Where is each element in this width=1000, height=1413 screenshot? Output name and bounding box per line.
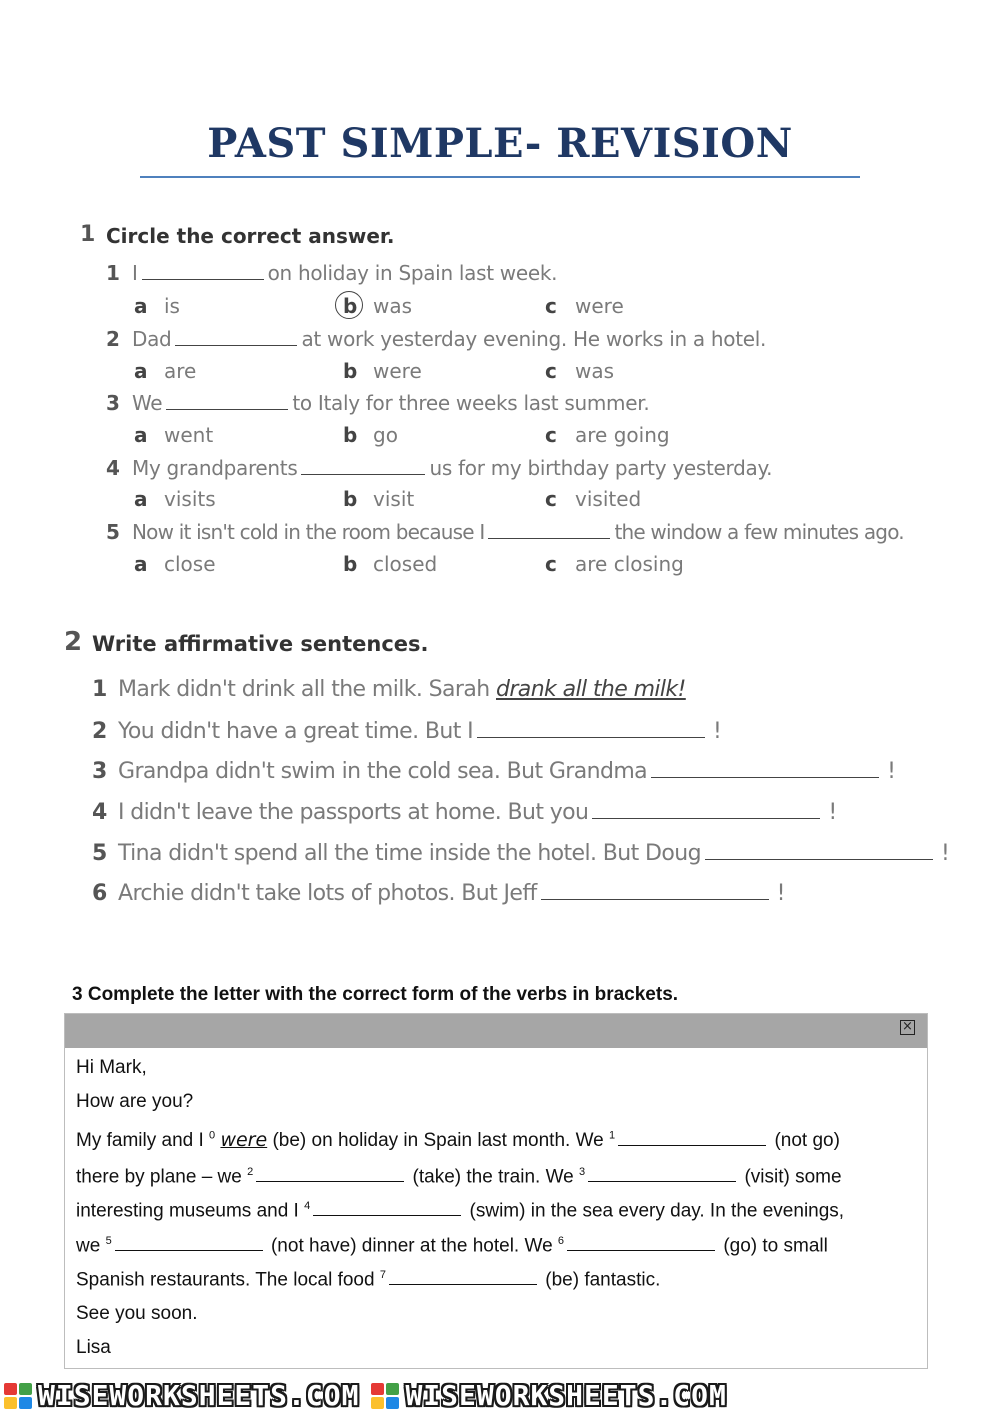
option-2c[interactable]: c was [545, 359, 615, 383]
logo-icon [4, 1383, 32, 1409]
brand-text: WISEWORKSHEETS.COM [405, 1379, 727, 1412]
title-divider [140, 176, 860, 178]
example-answer: were [220, 1129, 268, 1151]
close-icon[interactable]: × [900, 1020, 915, 1035]
option-4a[interactable]: a visits [134, 487, 216, 511]
sentence-3: 3 Grandpa didn't swim in the cold sea. But Grandma ! [92, 759, 896, 784]
logo-tile [4, 1383, 17, 1395]
sentence-2: 2 You didn't have a great time. But I ! [92, 719, 722, 744]
brand-logo [371, 1379, 726, 1412]
answer-blank[interactable] [477, 718, 705, 738]
answer-blank[interactable] [142, 260, 264, 280]
letter-line: there by plane – we $^2$ (take) the train. We $^3$ (visit) some [76, 1166, 842, 1188]
logo-tile [371, 1383, 384, 1395]
gap-6[interactable] [567, 1235, 715, 1251]
answer-blank[interactable] [592, 799, 820, 819]
letter-signature: Lisa [76, 1337, 111, 1358]
option-5c[interactable]: c are closing [545, 552, 684, 576]
sentence-4: 4 I didn't leave the passports at home. But you ! [92, 800, 837, 825]
gap-5[interactable] [115, 1235, 263, 1251]
letter-line: Spanish restaurants. The local food $^7$ (be) fantastic. [76, 1269, 661, 1291]
letter-panel [64, 1013, 928, 1369]
section-2-number: 2 [64, 627, 83, 657]
answer-blank[interactable] [166, 390, 288, 410]
sentence-6: 6 Archie didn't take lots of photos. But Jeff ! [92, 881, 785, 906]
option-5b[interactable]: b closed [343, 552, 438, 576]
gap-4[interactable] [313, 1200, 461, 1216]
answer-blank[interactable] [175, 326, 297, 346]
section-1-heading: Circle the correct answer. [106, 224, 395, 248]
answer-blank[interactable] [705, 840, 933, 860]
letter-greeting: Hi Mark, [76, 1057, 147, 1078]
logo-tile [371, 1397, 384, 1409]
sentence-5: 5 Tina didn't spend all the time inside the hotel. But Doug ! [92, 841, 950, 866]
option-1b[interactable]: b was [343, 294, 413, 318]
option-3a[interactable]: a went [134, 423, 214, 447]
letter-line: we $^5$ (not have) dinner at the hotel. We $^6$ (go) to small [76, 1235, 828, 1257]
section-2-heading: Write affirmative sentences. [92, 632, 429, 656]
sentence-1: 1 Mark didn't drink all the milk. Sarah drank all the milk! [92, 677, 686, 702]
question-2: 2 Dad at work yesterday evening. He works in a hotel. [106, 327, 767, 351]
logo-tile [19, 1383, 32, 1395]
footer-watermark [0, 1378, 1000, 1413]
option-3c[interactable]: c are going [545, 423, 670, 447]
answer-blank[interactable] [651, 758, 879, 778]
letter-line: interesting museums and I $^4$ (swim) in the sea every day. In the evenings, [76, 1200, 845, 1222]
option-4c[interactable]: c visited [545, 487, 642, 511]
option-2a[interactable]: a are [134, 359, 197, 383]
section-3-heading: 3 Complete the letter with the correct form of the verbs in brackets. [72, 984, 679, 1005]
question-5: 5 Now it isn't cold in the room because I the window a few minutes ago. [106, 520, 904, 544]
logo-tile [386, 1383, 399, 1395]
brand-logo [4, 1379, 359, 1412]
logo-tile [19, 1397, 32, 1409]
option-3b[interactable]: b go [343, 423, 398, 447]
answer-blank[interactable] [541, 880, 769, 900]
letter-line: How are you? [76, 1091, 194, 1112]
answer-blank[interactable] [488, 519, 610, 539]
question-1: 1 I on holiday in Spain last week. [106, 261, 558, 285]
gap-1[interactable] [618, 1130, 766, 1146]
answer-blank[interactable] [301, 455, 425, 475]
gap-2[interactable] [256, 1166, 404, 1182]
example-answer: drank all the milk! [496, 677, 686, 702]
brand-text: WISEWORKSHEETS.COM [38, 1379, 360, 1412]
option-2b[interactable]: b were [343, 359, 422, 383]
letter-header-bar [65, 1014, 927, 1048]
section-1-number: 1 [80, 222, 96, 247]
gap-7[interactable] [389, 1269, 537, 1285]
option-4b[interactable]: b visit [343, 487, 415, 511]
option-1c[interactable]: c were [545, 294, 624, 318]
question-3: 3 We to Italy for three weeks last summer. [106, 391, 650, 415]
page-title: PAST SIMPLE- REVISION [207, 120, 793, 167]
letter-closing: See you soon. [76, 1303, 198, 1324]
question-4: 4 My grandparents us for my birthday party yesterday. [106, 456, 773, 480]
option-1a[interactable]: a is [134, 294, 180, 318]
gap-3[interactable] [588, 1166, 736, 1182]
logo-tile [4, 1397, 17, 1409]
letter-line: My family and I $^0$ were (be) on holiday in Spain last month. We $^1$ (not go) [76, 1129, 840, 1151]
option-5a[interactable]: a close [134, 552, 216, 576]
logo-tile [386, 1397, 399, 1409]
logo-icon [371, 1383, 399, 1409]
